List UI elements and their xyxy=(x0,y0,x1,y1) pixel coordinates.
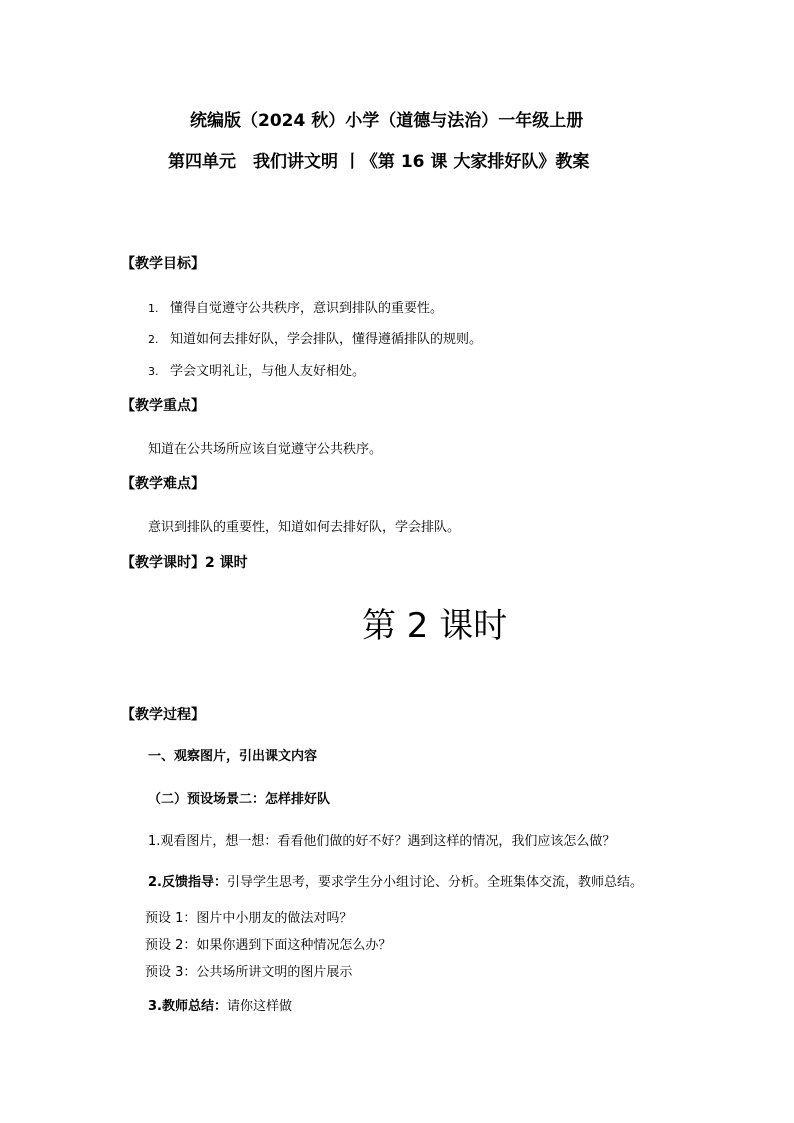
objective-text: 学会文明礼让，与他人友好相处。 xyxy=(170,364,366,379)
objective-item xyxy=(148,297,443,316)
doc-title-line1: 统编版（2024 秋）小学（道德与法治）一年级上册 xyxy=(190,111,584,131)
hours-heading: 【教学课时】2 课时 xyxy=(121,555,248,571)
key-points-text: 知道在公共场所应该自觉遵守公共秩序。 xyxy=(148,442,383,457)
step-2-text: 引导学生思考，要求学生分小组讨论、分析。全班集体交流，教师总结。 xyxy=(226,875,643,890)
step-3-text: 请你这样做 xyxy=(226,999,292,1014)
key-points-heading: 【教学重点】 xyxy=(121,398,205,414)
step-2-label: 2.反馈指导： xyxy=(148,875,227,890)
objective-number: 2. xyxy=(148,333,159,346)
preset-item: 预设 1：图片中小朋友的做法对吗？ xyxy=(145,911,353,926)
difficulties-text: 意识到排队的重要性，知道如何去排好队，学会排队。 xyxy=(148,520,461,535)
process-section-1: 一、观察图片，引出课文内容 xyxy=(148,749,318,764)
preset-item: 预设 3：公共场所讲文明的图片展示 xyxy=(145,965,353,980)
process-step-1: 1.观看图片，想一想：看看他们做的好不好？遇到这样的情况，我们应该怎么做？ xyxy=(148,834,616,849)
lesson-title: 第 2 课时 xyxy=(362,606,508,646)
process-section-2: （二）预设场景二：怎样排好队 xyxy=(148,792,331,807)
objective-item xyxy=(148,360,365,379)
objective-item xyxy=(148,328,482,347)
doc-title-line2: 第四单元 我们讲文明 丨《第 16 课 大家排好队》教案 xyxy=(168,152,590,172)
process-step-3 xyxy=(148,995,292,1014)
preset-item: 预设 2：如果你遇到下面这种情况怎么办？ xyxy=(145,938,392,953)
objective-number: 1. xyxy=(148,302,159,315)
objective-number: 3. xyxy=(148,365,159,378)
objective-text: 懂得自觉遵守公共秩序，意识到排队的重要性。 xyxy=(170,301,444,316)
step-3-label: 3.教师总结： xyxy=(148,999,227,1014)
objective-text: 知道如何去排好队，学会排队，懂得遵循排队的规则。 xyxy=(170,332,483,347)
process-heading: 【教学过程】 xyxy=(121,707,205,723)
objectives-heading: 【教学目标】 xyxy=(121,256,205,272)
process-step-2 xyxy=(148,871,643,890)
difficulties-heading: 【教学难点】 xyxy=(121,476,205,492)
